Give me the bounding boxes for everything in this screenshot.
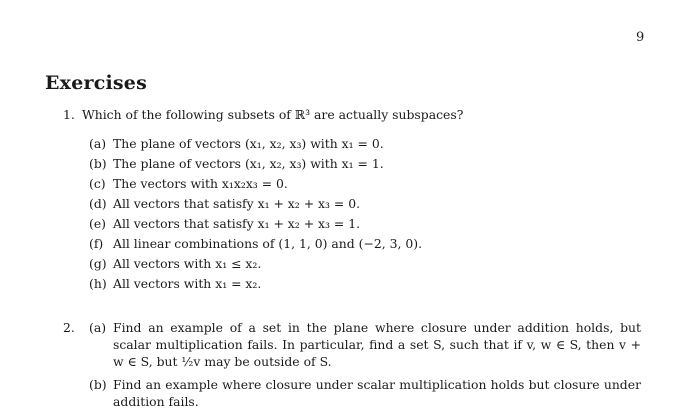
item-text: The plane of vectors (x₁, x₂, x₃) with x₁ = 1. xyxy=(113,156,384,171)
item-label: (a) xyxy=(89,320,107,335)
item-text: All vectors with x₁ = x₂. xyxy=(113,276,262,291)
item-text: All linear combinations of (1, 1, 0) and (−2, 3, 0). xyxy=(113,236,423,251)
item-label: (b) xyxy=(89,377,107,392)
item-text: All vectors that satisfy x₁ + x₂ + x₃ = 1. xyxy=(113,216,361,231)
item-label: (c) xyxy=(89,176,106,191)
item-text: All vectors with x₁ ≤ x₂. xyxy=(113,256,262,271)
item-label: (e) xyxy=(89,216,107,231)
item-text: The vectors with x₁x₂x₃ = 0. xyxy=(113,176,288,191)
item-label: (g) xyxy=(89,256,107,271)
item-text: Find an example where closure under scalar multiplication holds but closure under addition fails. xyxy=(113,377,641,410)
exercise-question: Which of the following subsets of ℝ³ are actually subspaces? xyxy=(82,107,464,122)
item-label: (d) xyxy=(89,196,107,211)
exercise-number: 2. xyxy=(63,320,75,335)
item-text: All vectors that satisfy x₁ + x₂ + x₃ = 0. xyxy=(113,196,361,211)
page-number: 9 xyxy=(636,30,645,45)
item-label: (a) xyxy=(89,136,107,151)
item-label: (f) xyxy=(89,236,104,251)
exercise-1 xyxy=(0,106,700,306)
section-title: Exercises xyxy=(45,72,147,94)
exercise-2 xyxy=(0,319,700,418)
exercise-number: 1. xyxy=(63,107,75,122)
item-text: The plane of vectors (x₁, x₂, x₃) with x₁ = 0. xyxy=(113,136,384,151)
item-label: (h) xyxy=(89,276,107,291)
item-text: Find an example of a set in the plane where closure under addition holds, but scalar multiplication fails. In particular, find a set S, such that if v, w ∈ S, then v + w ∈ S, but ½v may be outside of S. xyxy=(113,320,641,370)
item-label: (b) xyxy=(89,156,107,171)
